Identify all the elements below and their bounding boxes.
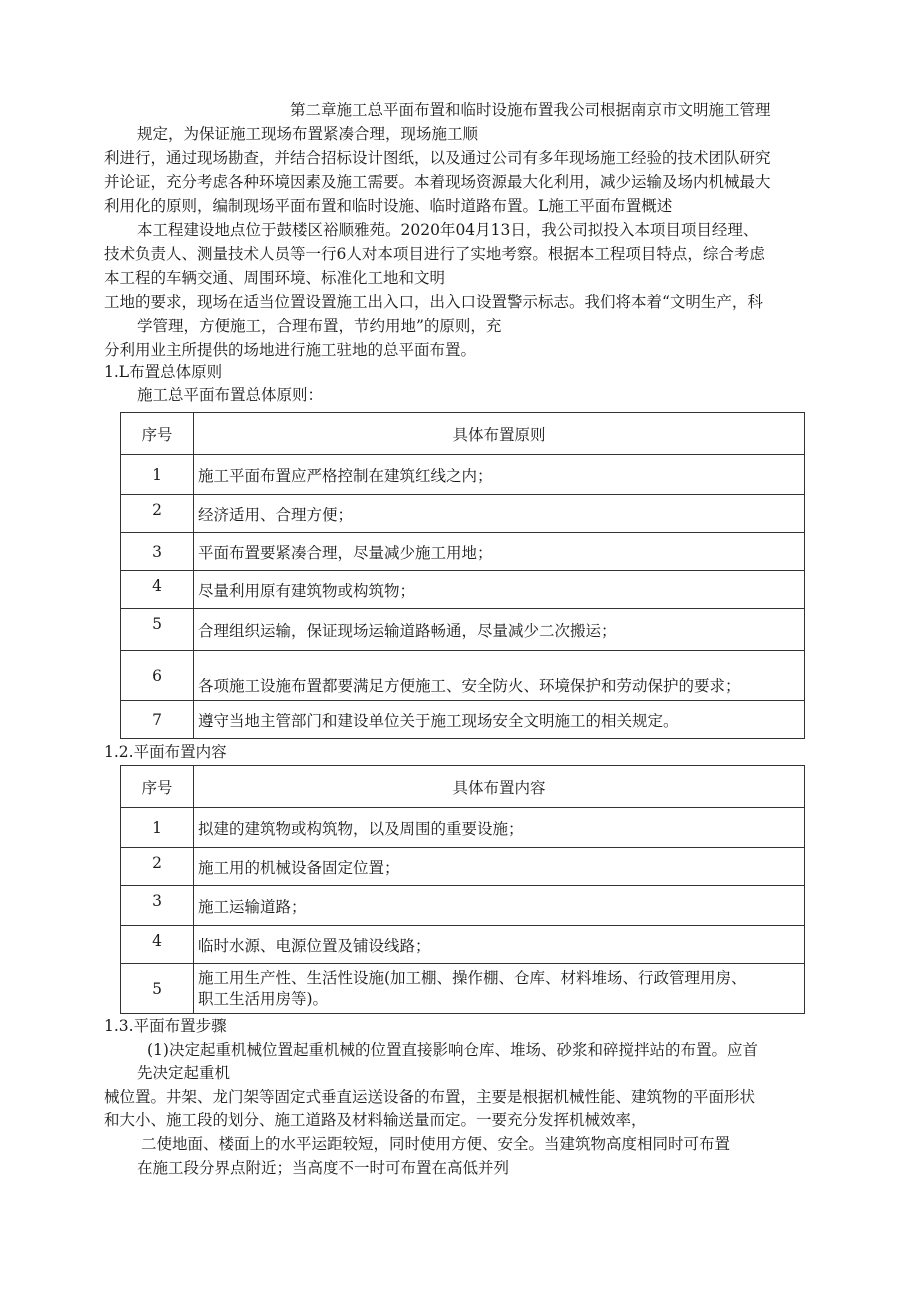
- paragraph-line: 本工程的车辆交通、周围环境、标准化工地和文明: [104, 269, 446, 287]
- table-row: [121, 455, 805, 495]
- row-number: 1: [121, 455, 194, 495]
- section-heading: 1.L布置总体原则: [104, 363, 223, 381]
- row-text: 临时水源、电源位置及铺设线路；: [194, 926, 805, 964]
- table-row: [121, 651, 805, 701]
- table-row: [121, 533, 805, 571]
- section-heading: 1.3.平面布置步骤: [104, 1017, 227, 1035]
- paragraph-line: 械位置。井架、龙门架等固定式垂直运送设备的布置，主要是根据机械性能、建筑物的平面形状: [104, 1088, 756, 1106]
- row-text-line: 施工用生产性、生活性设施(加工棚、操作棚、仓库、材料堆场、行政管理用房、: [198, 968, 747, 987]
- row-number: 3: [121, 886, 194, 926]
- row-text: 尽量利用原有建筑物或构筑物；: [194, 571, 805, 609]
- paragraph-line: 技术负责人、测量技术人员等一行6人对本项目进行了实地考察。根据本工程项目特点，综合考虑: [104, 245, 765, 263]
- table-row: [121, 495, 805, 533]
- section-intro: 施工总平面布置总体原则：: [137, 386, 324, 404]
- paragraph-line: (1)决定起重机械位置起重机械的位置直接影响仓库、堆场、砂浆和碎搅拌站的布置。应首: [147, 1041, 758, 1059]
- table-row: [121, 701, 805, 739]
- row-text-line: 职工生活用房等)。: [198, 989, 329, 1008]
- row-number: 5: [121, 609, 194, 651]
- paragraph-line: 规定，为保证施工现场布置紧凑合理，现场施工顺: [137, 125, 479, 143]
- row-number: 6: [121, 651, 194, 701]
- row-number: 2: [121, 848, 194, 886]
- row-number: 3: [121, 533, 194, 571]
- row-text: 施工平面布置应严格控制在建筑红线之内；: [194, 455, 805, 495]
- table-row: [121, 848, 805, 886]
- row-number: 1: [121, 808, 194, 848]
- principles-table: [120, 412, 805, 739]
- paragraph-line: 先决定起重机: [137, 1064, 231, 1082]
- paragraph-line: 分利用业主所提供的场地进行施工驻地的总平面布置。: [104, 341, 477, 359]
- table-row: [121, 609, 805, 651]
- row-text: 拟建的建筑物或构筑物，以及周围的重要设施；: [194, 808, 805, 848]
- row-number: 7: [121, 701, 194, 739]
- paragraph-line: 和大小、施工段的划分、施工道路及材料输送量而定。一要充分发挥机械效率，: [104, 1111, 647, 1129]
- row-text: 合理组织运输，保证现场运输道路畅通，尽量减少二次搬运；: [194, 609, 805, 651]
- table-row: [121, 808, 805, 848]
- row-text: 施工运输道路；: [194, 886, 805, 926]
- paragraph-line: 利进行，通过现场勘查，并结合招标设计图纸，以及通过公司有多年现场施工经验的技术团队研究: [104, 149, 771, 167]
- row-text: 平面布置要紧凑合理，尽量减少施工用地；: [194, 533, 805, 571]
- row-text: [194, 964, 805, 1014]
- paragraph-line: 并论证，充分考虑各种环境因素及施工需要。本着现场资源最大化利用，减少运输及场内机械最大: [104, 173, 771, 191]
- row-number: 4: [121, 926, 194, 964]
- paragraph-line: 学管理，方便施工，合理布置，节约用地”的原则，充: [137, 317, 502, 335]
- paragraph-line: 工地的要求，现场在适当位置设置施工出入口，出入口设置警示标志。我们将本着“文明生产，科: [104, 293, 763, 311]
- row-number: 5: [121, 964, 194, 1014]
- content-table: [120, 765, 805, 1014]
- row-text: 施工用的机械设备固定位置；: [194, 848, 805, 886]
- row-number: 2: [121, 495, 194, 533]
- table-row: [121, 571, 805, 609]
- paragraph-line: 在施工段分界点附近；当高度不一时可布置在高低并列: [137, 1159, 510, 1177]
- header-cell: 序号: [121, 413, 194, 455]
- chapter-title-line: 第二章施工总平面布置和临时设施布置我公司根据南京市文明施工管理: [290, 101, 771, 119]
- table-row: [121, 926, 805, 964]
- table-header-row: [121, 766, 805, 808]
- paragraph-line: 本工程建设地点位于鼓楼区裕顺雅苑。2020年04月13日，我公司拟投入本项目项目经理、: [137, 221, 759, 239]
- row-text: 经济适用、合理方便；: [194, 495, 805, 533]
- row-number: 4: [121, 571, 194, 609]
- table-row: [121, 964, 805, 1014]
- row-text: 遵守当地主管部门和建设单位关于施工现场安全文明施工的相关规定。: [194, 701, 805, 739]
- table-row: [121, 886, 805, 926]
- header-cell: 具体布置原则: [194, 413, 805, 455]
- paragraph-line: 利用化的原则，编制现场平面布置和临时设施、临时道路布置。L施工平面布置概述: [104, 197, 673, 215]
- table-header-row: [121, 413, 805, 455]
- header-cell: 具体布置内容: [194, 766, 805, 808]
- row-text: 各项施工设施布置都要满足方便施工、安全防火、环境保护和劳动保护的要求；: [194, 651, 805, 701]
- header-cell: 序号: [121, 766, 194, 808]
- paragraph-line: 二使地面、楼面上的水平运距较短，同时使用方便、安全。当建筑物高度相同时可布置: [141, 1135, 731, 1153]
- section-heading: 1.2.平面布置内容: [104, 743, 227, 761]
